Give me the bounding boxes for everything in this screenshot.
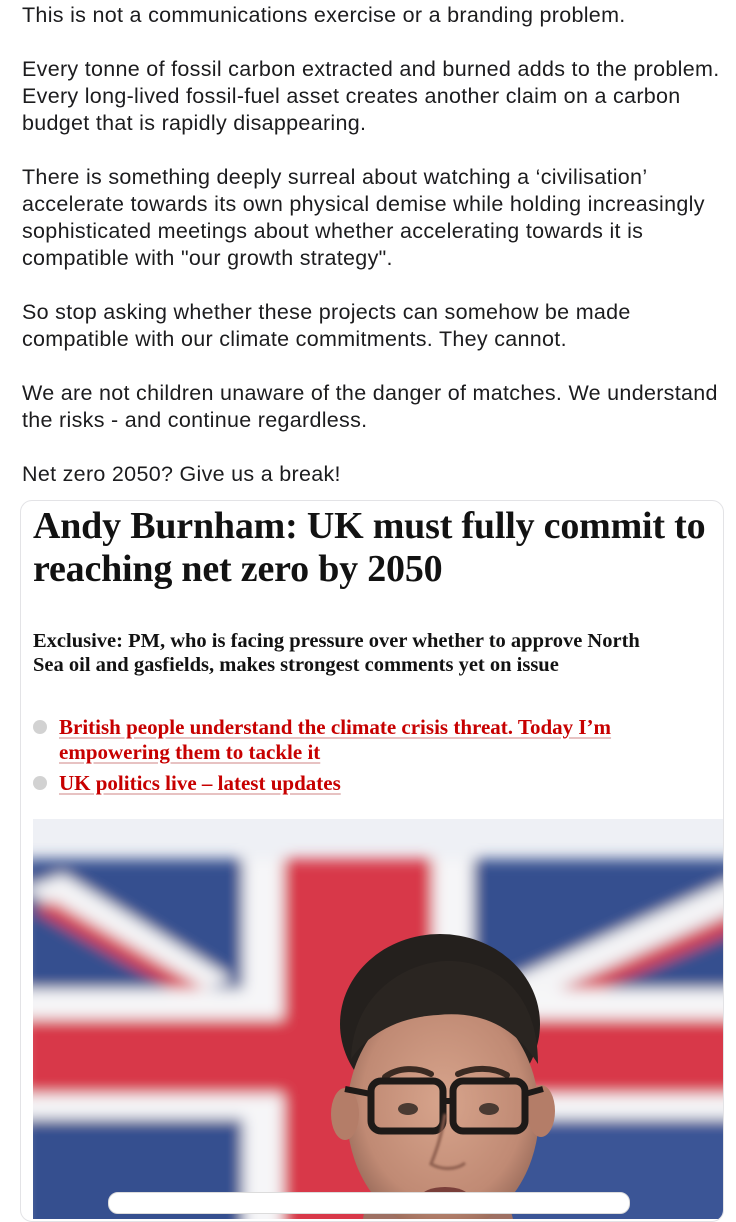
related-link[interactable]: UK politics live – latest updates [59, 771, 341, 795]
article-standfirst: Exclusive: PM, who is facing pressure over whether to approve North Sea oil and gasfields, makes strongest comments yet on issue [33, 630, 640, 676]
post-paragraph: Net zero 2050? Give us a break! [22, 462, 341, 486]
article-card[interactable] [20, 500, 724, 1222]
post-paragraph: Every tonne of fossil carbon extracted and burned adds to the problem. Every long-lived fossil-fuel asset creates another claim on a carbon budget that is rapidly disappearing. [22, 57, 720, 135]
union-flag-portrait-icon [33, 819, 724, 1219]
related-links [31, 715, 711, 802]
post-body [22, 2, 722, 488]
article-headline[interactable]: Andy Burnham: UK must fully commit to reaching net zero by 2050 [33, 505, 706, 590]
post-paragraph: We are not children unaware of the danger of matches. We understand the risks - and continue regardless. [22, 381, 718, 432]
bullet-icon [33, 776, 47, 790]
post-paragraph: So stop asking whether these projects can somehow be made compatible with our climate commitments. They cannot. [22, 300, 631, 351]
related-link[interactable]: British people understand the climate crisis threat. Today I’m empowering them to tackle it [59, 715, 612, 764]
article-photo[interactable] [33, 819, 724, 1219]
bullet-icon [33, 720, 47, 734]
related-link-item[interactable] [31, 771, 711, 796]
post-paragraph: This is not a communications exercise or a branding problem. [22, 3, 626, 27]
post-paragraph: There is something deeply surreal about watching a ‘civilisation’ accelerate towards its own physical demise while holding increasingly sophisticated meetings about whether accelerating towards it is compatible with "our growth strategy". [22, 165, 705, 270]
related-link-item[interactable] [31, 715, 711, 765]
reply-bar[interactable] [108, 1192, 630, 1214]
